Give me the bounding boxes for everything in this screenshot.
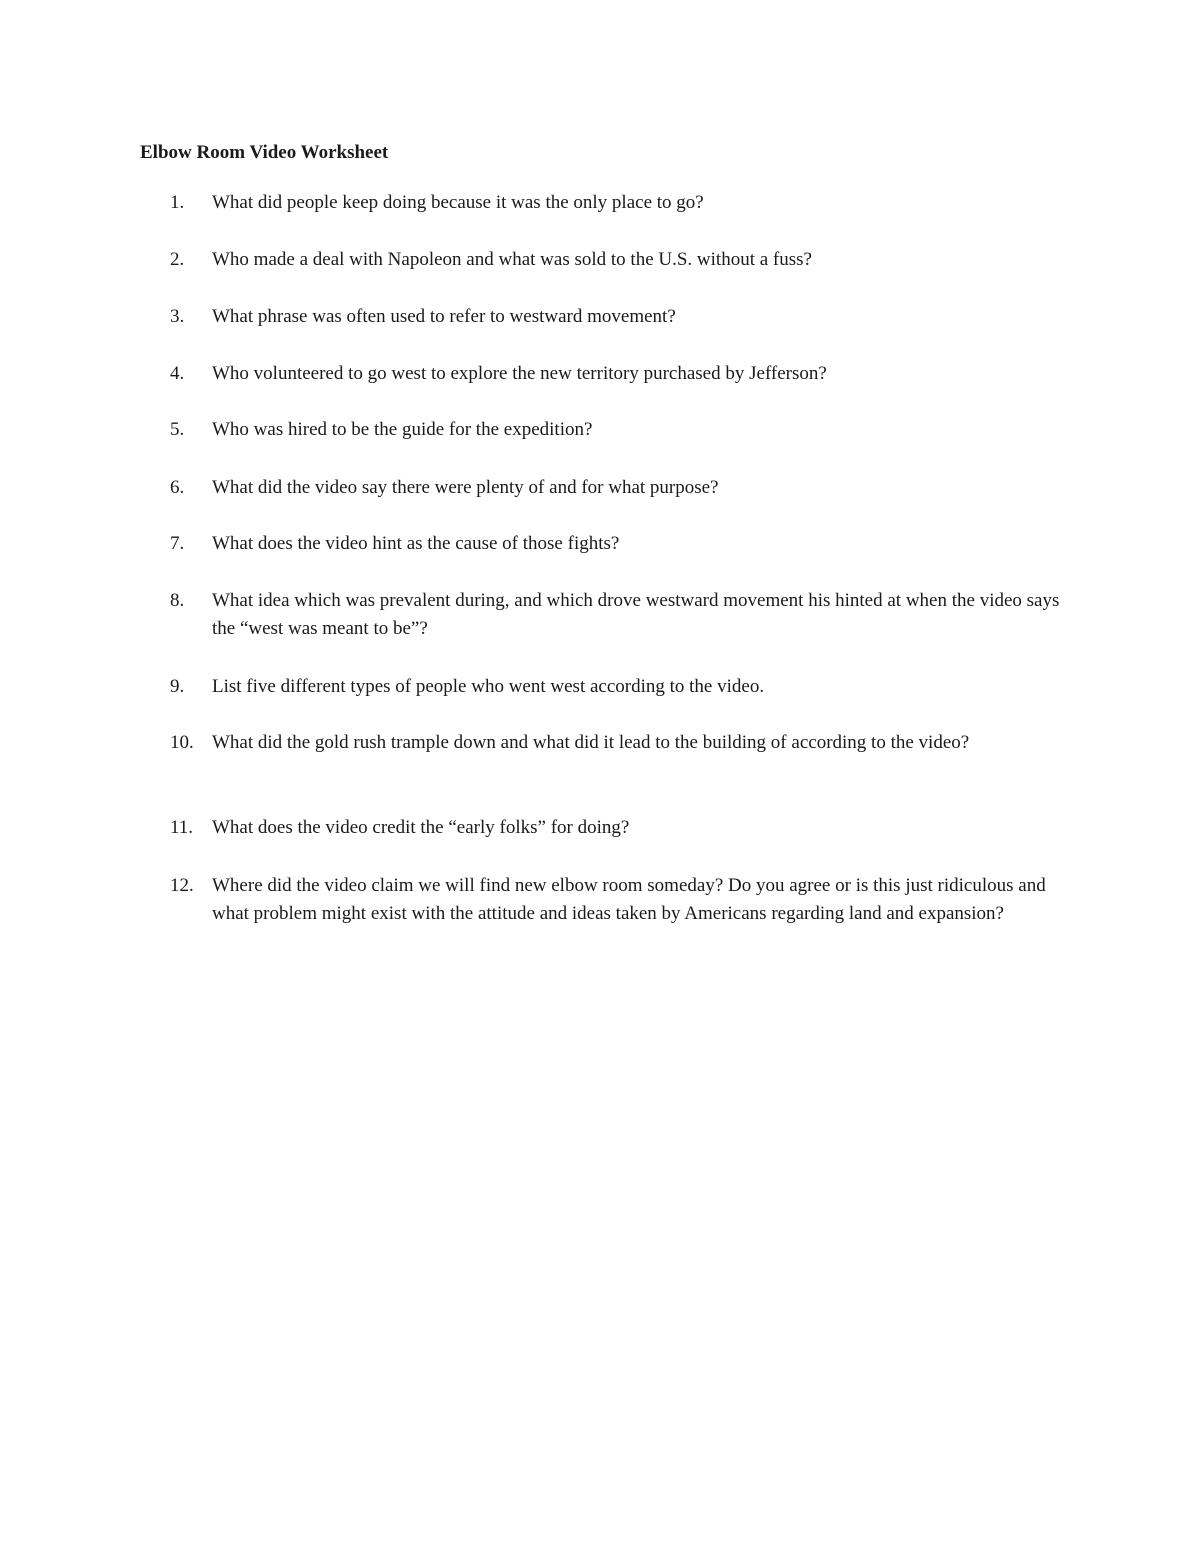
question-number: 10. [170,732,194,753]
worksheet-title: Elbow Room Video Worksheet [140,142,389,163]
question-number: 6. [170,477,185,498]
question-text: What does the video hint as the cause of those fights? [212,533,620,554]
question-item [170,814,1060,842]
question-text: Who made a deal with Napoleon and what was sold to the U.S. without a fuss? [212,249,812,270]
question-number: 1. [170,192,185,213]
question-item [170,303,1060,331]
question-item [170,729,1060,757]
question-item [170,872,1060,928]
question-item [170,246,1060,274]
question-text: What idea which was prevalent during, and which drove westward movement his hinted at when the video says the “west was meant to be”? [212,590,1060,639]
question-text: Who volunteered to go west to explore the new territory purchased by Jefferson? [212,363,827,384]
question-text: What phrase was often used to refer to westward movement? [212,306,676,327]
question-item [170,416,1060,444]
question-text: List five different types of people who went west according to the video. [212,676,765,697]
question-number: 4. [170,363,185,384]
question-text: What does the video credit the “early folks” for doing? [212,817,630,838]
question-item [170,587,1060,643]
question-number: 9. [170,676,185,697]
question-text: What did people keep doing because it was the only place to go? [212,192,704,213]
question-number: 3. [170,306,185,327]
question-text: What did the gold rush trample down and what did it lead to the building of according to the video? [212,732,970,753]
question-item [170,189,1060,217]
question-item [170,360,1060,388]
question-number: 11. [170,817,194,838]
question-number: 8. [170,590,185,611]
question-item [170,673,1060,701]
question-item [170,474,1060,502]
question-number: 7. [170,533,185,554]
question-text: What did the video say there were plenty of and for what purpose? [212,477,719,498]
question-text: Who was hired to be the guide for the expedition? [212,419,593,440]
question-item [170,530,1060,558]
question-number: 2. [170,249,185,270]
question-number: 5. [170,419,185,440]
question-text: Where did the video claim we will find new elbow room someday? Do you agree or is this just ridiculous and what problem might exist with the attitude and ideas taken by Americans regarding land and expansion? [212,875,1046,924]
question-number: 12. [170,875,194,896]
